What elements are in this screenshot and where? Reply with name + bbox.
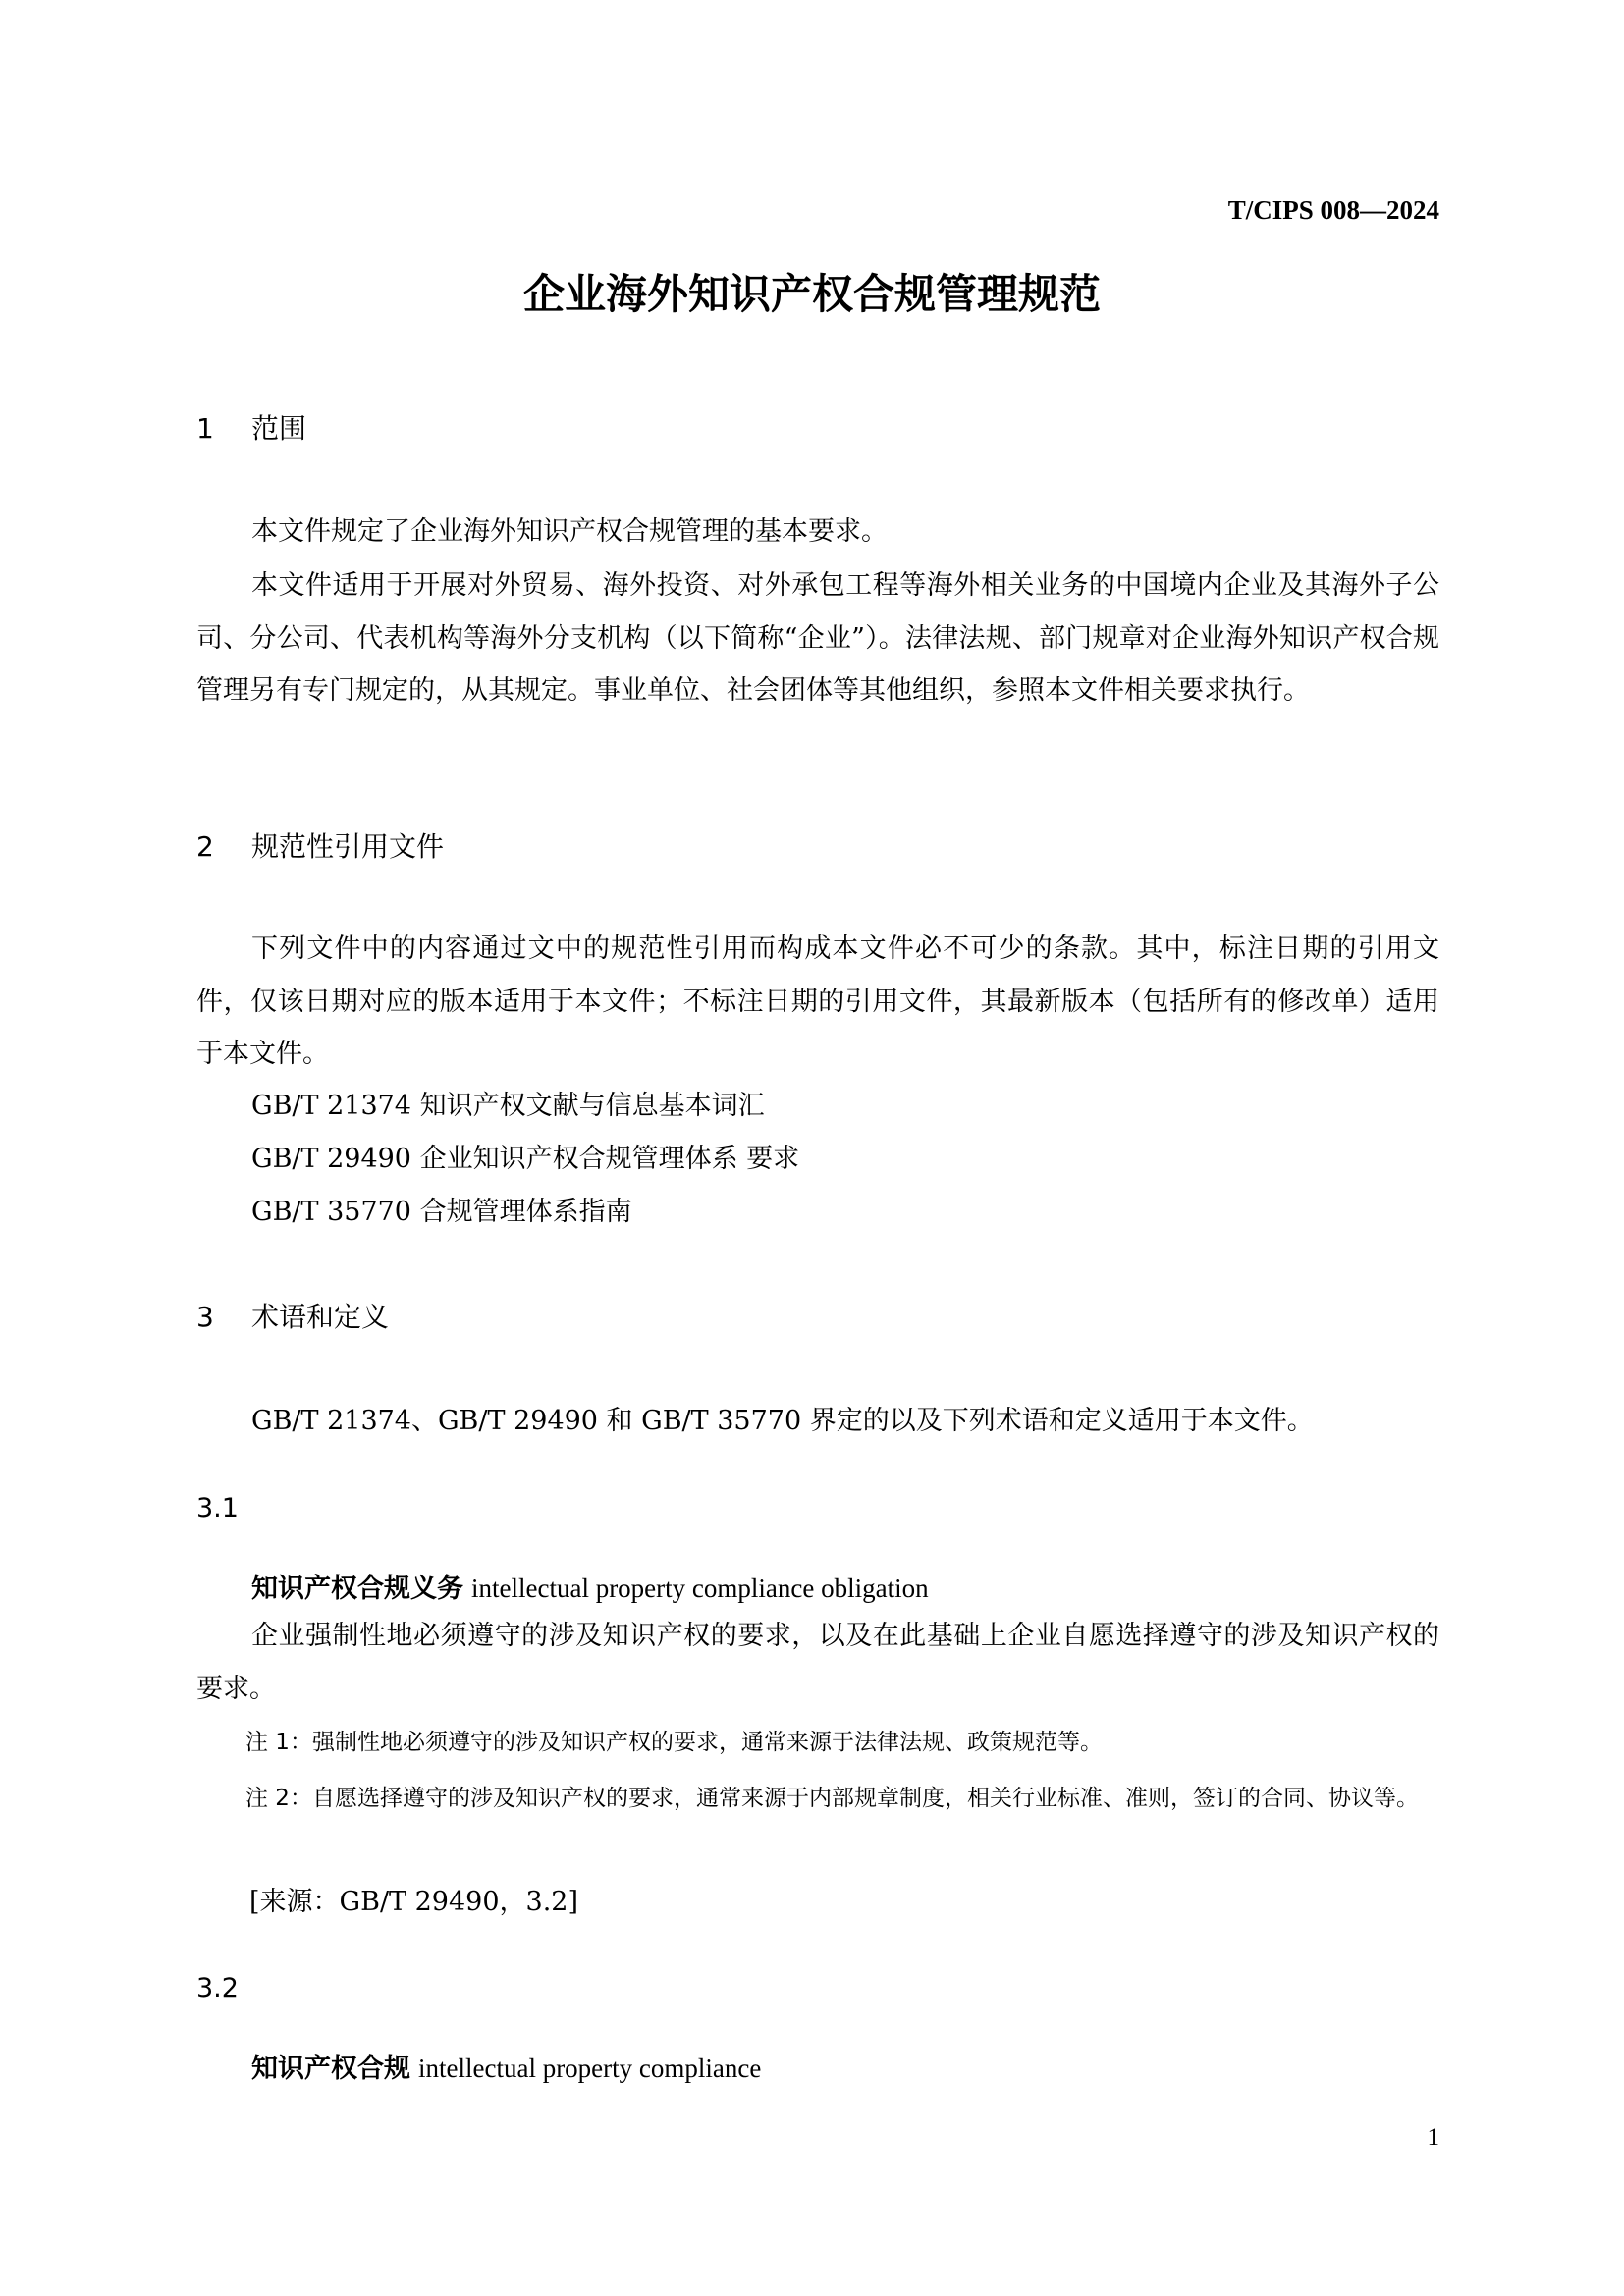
reference-item: GB/T 35770 合规管理体系指南 xyxy=(251,1197,632,1227)
section-title: 术语和定义 xyxy=(251,1301,390,1333)
term-english: intellectual property compliance xyxy=(418,2054,762,2083)
standard-code: T/CIPS 008—2024 xyxy=(1227,195,1439,225)
document-title: 企业海外知识产权合规管理规范 xyxy=(522,270,1101,318)
section-number: 3 xyxy=(196,1301,214,1333)
scope-paragraph-2: 本文件适用于开展对外贸易、海外投资、对外承包工程等海外相关业务的中国境内企业及其海外子公司、分公司、代表机构等海外分支机构（以下简称“企业”）。法律法规、部门规章对企业海外知识产权合规管理另有专门规定的，从其规定。事业单位、社会团体等其他组织，参照本文件相关要求执行。 xyxy=(196,570,1439,706)
term-note-2 xyxy=(245,1773,1439,1825)
note-text: 自愿选择遵守的涉及知识产权的要求，通常来源于内部规章制度，相关行业标准、准则，签订的合同、协议等。 xyxy=(311,1786,1419,1811)
reference-item: GB/T 21374 知识产权文献与信息基本词汇 xyxy=(251,1091,765,1121)
term-english: intellectual property compliance obligation xyxy=(471,1574,929,1603)
section-title: 范围 xyxy=(251,412,307,445)
terms-intro: GB/T 21374、GB/T 29490 和 GB/T 35770 界定的以及下列术语和定义适用于本文件。 xyxy=(251,1406,1314,1436)
normative-references-paragraph: 下列文件中的内容通过文中的规范性引用而构成本文件必不可少的条款。其中，标注日期的引用文件，仅该日期对应的版本适用于本文件；不标注日期的引用文件，其最新版本（包括所有的修改单）适用于本文件。 xyxy=(196,934,1439,1069)
note-label: 注 1： xyxy=(245,1730,312,1755)
term-entry xyxy=(251,2049,761,2089)
term-number: 3.1 xyxy=(196,1493,239,1523)
term-chinese: 知识产权合规义务 xyxy=(251,1574,463,1604)
term-note-1 xyxy=(245,1717,1439,1769)
term-number: 3.2 xyxy=(196,1973,239,2003)
term-source: [来源：GB/T 29490，3.2] xyxy=(249,1887,578,1917)
note-text: 强制性地必须遵守的涉及知识产权的要求，通常来源于法律法规、政策规范等。 xyxy=(311,1730,1103,1755)
section-2-heading xyxy=(196,828,444,867)
term-chinese: 知识产权合规 xyxy=(251,2054,410,2084)
note-label: 注 2： xyxy=(245,1786,312,1811)
term-definition: 企业强制性地必须遵守的涉及知识产权的要求，以及在此基础上企业自愿选择遵守的涉及知识产权的要求。 xyxy=(196,1621,1439,1704)
page-number: 1 xyxy=(1427,2124,1439,2151)
section-number: 1 xyxy=(196,412,214,445)
reference-item: GB/T 29490 企业知识产权合规管理体系 要求 xyxy=(251,1144,800,1174)
section-title: 规范性引用文件 xyxy=(251,830,445,863)
scope-paragraph-1: 本文件规定了企业海外知识产权合规管理的基本要求。 xyxy=(251,516,888,547)
section-number: 2 xyxy=(196,830,214,863)
term-entry xyxy=(251,1569,929,1609)
section-1-heading xyxy=(196,409,306,449)
section-3-heading xyxy=(196,1298,389,1337)
